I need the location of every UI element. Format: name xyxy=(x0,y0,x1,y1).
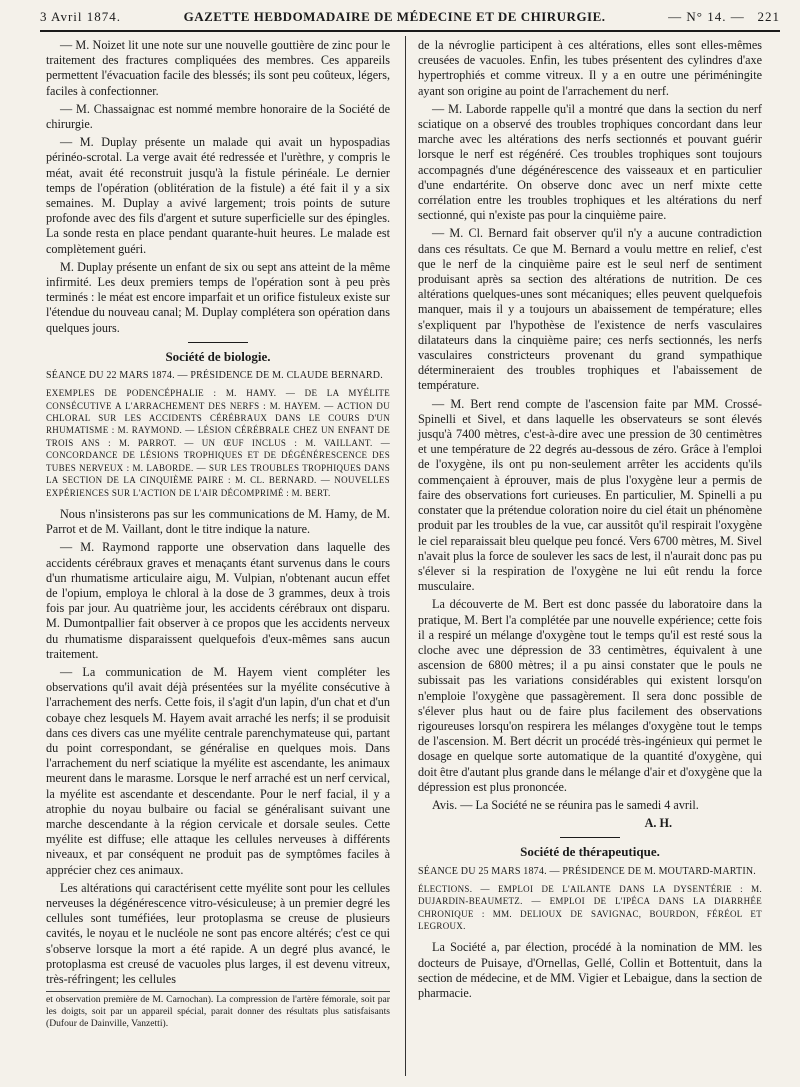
section-title-therapeutique: Société de thérapeutique. xyxy=(520,844,660,860)
header-rule xyxy=(40,30,780,32)
journal-title: GAZETTE HEBDOMADAIRE DE MÉDECINE ET DE CHIRURGIE. xyxy=(183,9,606,24)
section-title-biologie: Société de biologie. xyxy=(165,348,271,364)
seance-line: SÉANCE DU 25 MARS 1874. — PRÉSIDENCE DE M. MOUTARD-MARTIN. xyxy=(418,865,756,877)
header-right xyxy=(668,9,780,25)
notice: Avis. — La Société ne se réunira pas le samedi 4 avril. xyxy=(432,797,699,812)
paragraph: — M. Cl. Bernard fait observer qu'il n'y a aucune contradiction dans ces résultats. Ce que M. Bernard a voulu mettre en relief, c'est que le nerf de la cinquième paire est le seul nerf de sentiment produisant après sa section des altérations de nutrition. De ces altérations quelques-unes sont mécaniques; elles peuvent quelquefois manquer, mais il y a toujours un abaissement de température; elles s'expliquent par l'hypothèse de l'existence de nerfs vasculaires dilatateurs dans la cinquième paire; ces nerfs sectionnés, les nerfs vasculaires constricteurs provenant du grand sympathique détermineraient des troubles trophiques et l'abaissement de température. xyxy=(418,226,762,393)
paragraph: Les altérations qui caractérisent cette myélite sont pour les cellules nerveuses la dégénérescence vitro-vésiculeuse; à un premier degré les cellules sont tuméfiées, leur protoplasma se creuse de plusieurs cavités, le noyau et le nucléole ne sont pas encore altérés; c'est ce qui s'observe lorsque la mort a été rapide. A un degré plus avancé, le protoplasma est creusé de vacuoles plus larges, il est devenu vitreux, très-réfringent; les cellules xyxy=(46,880,390,987)
section-rule xyxy=(560,837,620,838)
page-header xyxy=(40,6,780,28)
paragraph: de la névroglie participent à ces altérations, elles sont elles-mêmes creusées de vacuoles. Enfin, les tubes présentent des cylindres d'axe hypertrophiés et comme vitreux. Il y a en outre une périméningite ayant son origine au point de l'arrachement du nerf. xyxy=(418,38,762,98)
section-summary: EXEMPLES DE PODENCÉPHALIE : M. HAMY. — DE LA MYÉLITE CONSÉCUTIVE A L'ARRACHEMENT DES NERFS : M. HAYEM. — ACTION DU CHLORAL SUR LES ACCIDENTS CÉRÉBRAUX DANS LE COURS D'UN RHUMATISME : M. RAYMOND. — LÉSION CÉRÉBRALE CHEZ UN ENFANT DE TROIS ANS : M. PARROT. — UN ŒUF INCLUS : M. VAILLANT. — CONCORDANCE DE LÉSIONS TROPHIQUES ET DE DÉGÉNÉRESCENCE DES TUBES NERVEUX : M. LABORDE. — SUR LES TROUBLES TROPHIQUES DANS LA SECTION DE LA CINQUIÈME PAIRE : M. CL. BERNARD. — NOUVELLES EXPÉRIENCES SUR L'ACTION DE L'AIR DÉCOMPRIMÉ : M. BERT. xyxy=(46,388,390,498)
section-summary: ÉLECTIONS. — EMPLOI DE L'AILANTE DANS LA DYSENTÉRIE : M. DUJARDIN-BEAUMETZ. — EMPLOI DE L'IPÉCA DANS LA DIARRHÉE CHRONIQUE : MM. DELIOUX DE SAVIGNAC, BOURDON, FÉRÉOL ET LEGROUX. xyxy=(418,883,762,931)
paragraph: — M. Duplay présente un malade qui avait un hypospadias périnéo-scrotal. La verge avait été redressée et l'urèthre, y compris le méat, avait été reconstruit jusqu'à la fistule périnéale. Le dernier temps de l'opération (oblitération de la fistule) a été fait il y a six semaines. M. Duplay a avivé largement; trois points de suture profonde avec des fils d'argent et suture superficielle sur des épingles. La sonde resta en place pendant quarante-huit heures. Le malade est complètement guéri. xyxy=(46,135,390,256)
left-column xyxy=(46,38,390,1033)
signature: A. H. xyxy=(644,816,672,831)
paragraph: — M. Chassaignac est nommé membre honoraire de la Société de chirurgie. xyxy=(46,101,390,132)
paragraph: — M. Laborde rappelle qu'il a montré que dans la section du nerf sciatique on a observé des troubles trophiques concordant dans leur marche avec les altérations des nerfs sectionnés et pouvant guérir lorsque le nerf est régénéré. Ces troubles trophiques sont toujours accompagnés d'une dégénérescence des vaisseaux et en particulier d'une endartérite. On observe donc avec un nerf mixte cette corrélation entre les troubles trophiques et les altérations du nerf sectionné, qui n'existe pas pour la cinquième paire. xyxy=(418,101,762,223)
paragraph: La découverte de M. Bert est donc passée du laboratoire dans la pratique, M. Bert l'a complétée par une nouvelle expérience; cette fois il a respiré un mélange d'oxygène tout le temps qu'il est resté sous la cloche avec une dépression de 33 centimètres, équivalent à une ascension de 6800 mètres; il a pu ainsi constater que le pouls ne subissait pas les variations considérables qui existent lorsqu'on n'emploie l'oxygène que passagèrement. Il sera donc possible de s'élever plus haut ou de faire plus facilement des observations rigoureuses lorsqu'on respirera les mélanges d'oxygène tout le temps de l'ascension. M. Bert décrit un procédé très-ingénieux qui permet le dosage en quelque sorte automatique de la quantité d'oxygène, qui doit être d'autant plus grande dans le mélange d'air et d'oxygène que la dépression est plus prononcée. xyxy=(418,597,762,794)
paragraph: — M. Bert rend compte de l'ascension faite par MM. Crossé-Spinelli et Sivel, et dans laquelle les observateurs se sont élevés jusqu'à 7400 mètres, c'est-à-dire avec une pression de 30 centimètres et une température de 22 degrés au-dessous de zéro. Grâce à l'emploi de l'oxygène, ils ont pu non-seulement arrêter les accidents qu'ils commençaient à éprouver, mais de plus l'oxygène leur a permis de faire des observations fort curieuses. En particulier, M. Spinelli a pu constater que la prétendue coloration noire du ciel était un phénomène produit par les troubles de la vue, car aussitôt qu'il respirait l'oxygène le ciel reparaissait bleu quelque peu foncé. Vers 6700 mètres, M. Sivel n'avait plus la force de soulever les sacs de lest, il n'aurait donc pas pu s'élever si la respiration de l'oxygène ne lui eût rendu la force musculaire. xyxy=(418,396,762,594)
seance-line: SÉANCE DU 22 MARS 1874. — PRÉSIDENCE DE M. CLAUDE BERNARD. xyxy=(46,370,383,382)
right-column xyxy=(418,38,762,1004)
issue-number: — N° 14. — xyxy=(668,9,745,24)
page-number: 221 xyxy=(757,9,780,24)
section-rule xyxy=(188,342,248,343)
issue-date: 3 Avril 1874. xyxy=(40,9,122,24)
paragraph: La Société a, par élection, procédé à la nomination de MM. les docteurs de Puisaye, d'Ornellas, Gellé, Collin et Bottentuit, dans la section de médecine, et de MM. Vigier et Lebaigue, dans la section de pharmacie. xyxy=(418,940,762,1000)
paragraph: — La communication de M. Hayem vient compléter les observations qu'il avait déjà présentées sur la myélite consécutive à l'arrachement des nerfs. Cette fois, il s'agit d'un lapin, d'un chat et d'un cobaye chez lesquels M. Hayem avait arraché les nerfs; il se produisit dans ces divers cas une myélite centrale parenchymateuse qui, partant du point correspondant, se généralise en quelques mois. Dans l'arrachement du nerf sciatique la myélite est ascendante, les animaux meurent dans le marasme. Lorsque le nerf arraché est un nerf cervical, la myélite est ascendante et descendante. Pour le nerf facial, il y a atrophie du noyau bulbaire ou facial se généralisant suivant une marche descendante à la région cervicale et dorsale seules. Cette myélite est diffuse; elle attaque les cellules nerveuses à différents niveaux, et par conséquent ne produit pas de symptômes faciles à apprécier chez ces animaux. xyxy=(46,664,390,877)
paragraph: — M. Noizet lit une note sur une nouvelle gouttière de zinc pour le traitement des fractures compliquées des membres. Ces appareils permettent l'évacuation facile des blessés; ils sont peu coûteux, légers, faciles à confectionner. xyxy=(46,38,390,98)
paragraph: — M. Raymond rapporte une observation dans laquelle des accidents cérébraux graves et menaçants étant survenus dans le cours d'un rhumatisme articulaire aigu, M. Vulpian, n'obtenant aucun effet de l'opium, employa le chloral à la dose de 3 grammes, deux à trois fois par jour. Au quatrième jour, les accidents cérébraux ont disparu. M. Dumontpallier fait observer à ce propos que les accidents nerveux du rhumatisme disparaissent quelquefois d'eux-mêmes sans aucun traitement. xyxy=(46,540,390,661)
paragraph: M. Duplay présente un enfant de six ou sept ans atteint de la même infirmité. Les deux premiers temps de l'opération sont à peu près terminés : le méat est encore imparfait et un orifice fistuleux existe sur l'étendue du nouveau canal; M. Duplay complétera son opération dans quelques jours. xyxy=(46,259,390,335)
footnote: et observation première de M. Carnochan). La compression de l'artère fémorale, soit par les doigts, soit par un appareil spécial, parait donner des résultats plus satisfaisants (Dufour de Dainville, Vanzetti). xyxy=(46,991,390,1030)
column-divider xyxy=(405,36,406,1076)
paragraph: Nous n'insisterons pas sur les communications de M. Hamy, de M. Parrot et de M. Vaillant, dont le titre indique la nature. xyxy=(46,506,390,537)
